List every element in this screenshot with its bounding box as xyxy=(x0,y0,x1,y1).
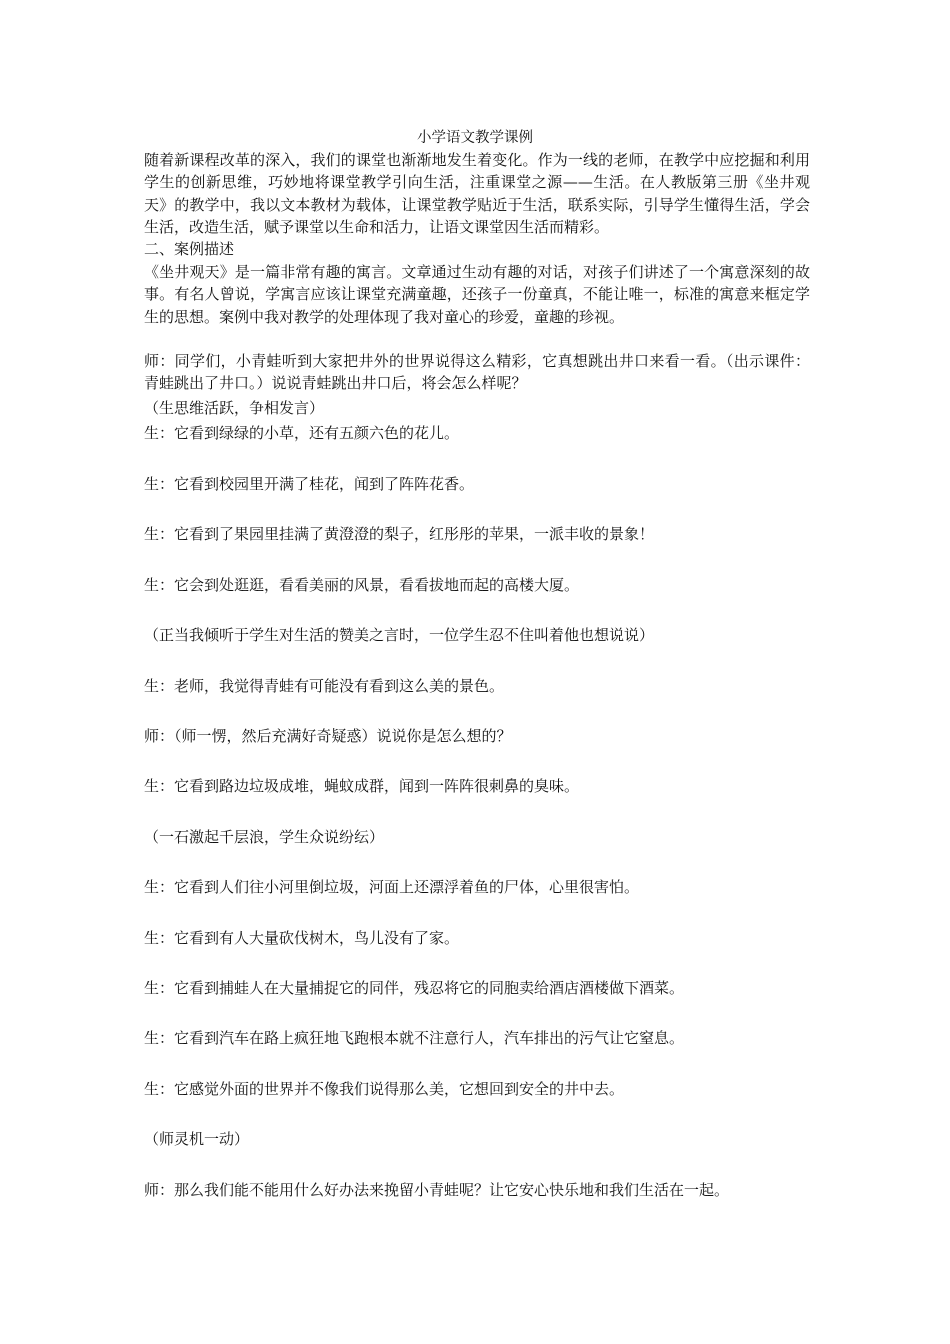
dialogue-line: 师：（师一愣，然后充满好奇疑惑）说说你是怎么想的？ xyxy=(144,727,512,745)
case-description-paragraph: 《坐井观天》是一篇非常有趣的寓言。文章通过生动有趣的对话，对孩子们讲述了一个寓意深刻的故事。有名人曾说，学寓言应该让课堂充满童趣，还孩子一份童真，不能让唯一，标准的寓意来框定学生的思想。案例中我对教学的处理体现了我对童心的珍爱，童趣的珍视。 xyxy=(144,263,810,326)
teacher-prompt-paragraph: 师：同学们，小青蛙听到大家把井外的世界说得这么精彩，它真想跳出井口来看一看。（出示课件：青蛙跳出了井口。）说说青蛙跳出井口后，将会怎么样呢？ xyxy=(144,352,810,393)
document-title: 小学语文教学课例 xyxy=(417,130,533,146)
dialogue-line: 师：那么我们能不能用什么好办法来挽留小青蛙呢？让它安心快乐地和我们生活在一起。 xyxy=(144,1181,730,1199)
dialogue-line: 生：它看到人们往小河里倒垃圾，河面上还漂浮着鱼的尸体，心里很害怕。 xyxy=(144,878,640,896)
dialogue-line: 生：它看到汽车在路上疯狂地飞跑根本就不注意行人，汽车排出的污气让它窒息。 xyxy=(144,1029,685,1047)
intro-paragraph: 随着新课程改革的深入，我们的课堂也渐渐地发生着变化。作为一线的老师，在教学中应挖掘和利用学生的创新思维，巧妙地将课堂教学引向生活，注重课堂之源——生活。在人教版第三册《坐井观天》的教学中，我以文本教材为载体，让课堂教学贴近于生活，联系实际，引导学生懂得生活，学会生活，改造生活，赋予课堂以生命和活力，让语文课堂因生活而精彩。 xyxy=(144,151,810,236)
dialogue-line: 生：它看到了果园里挂满了黄澄澄的梨子，红彤彤的苹果，一派丰收的景象！ xyxy=(144,525,655,543)
section-heading: 二、案例描述 xyxy=(144,240,235,258)
dialogue-line: 生：它看到捕蛙人在大量捕捉它的同伴，残忍将它的同胞卖给酒店酒楼做下酒菜。 xyxy=(144,979,685,997)
dialogue-line: 生：它看到有人大量砍伐树木，鸟儿没有了家。 xyxy=(144,929,460,947)
dialogue-line: （正当我倾听于学生对生活的赞美之言时，一位学生忍不住叫着他也想说说） xyxy=(144,626,655,644)
dialogue-line: 生：老师，我觉得青蛙有可能没有看到这么美的景色。 xyxy=(144,677,505,695)
dialogue-line: 生：它看到路边垃圾成堆，蝇蚊成群，闻到一阵阵很刺鼻的臭味。 xyxy=(144,777,580,795)
dialogue-line: 生：它会到处逛逛，看看美丽的风景，看看拔地而起的高楼大厦。 xyxy=(144,576,580,594)
dialogue-line: （一石激起千层浪，学生众说纷纭） xyxy=(144,828,385,846)
dialogue-line: （生思维活跃，争相发言） xyxy=(144,399,325,417)
dialogue-line: 生：它看到绿绿的小草，还有五颜六色的花儿。 xyxy=(144,424,460,442)
dialogue-line: 生：它感觉外面的世界并不像我们说得那么美，它想回到安全的井中去。 xyxy=(144,1080,625,1098)
dialogue-line: 生：它看到校园里开满了桂花，闻到了阵阵花香。 xyxy=(144,475,475,493)
dialogue-line: （师灵机一动） xyxy=(144,1130,250,1148)
